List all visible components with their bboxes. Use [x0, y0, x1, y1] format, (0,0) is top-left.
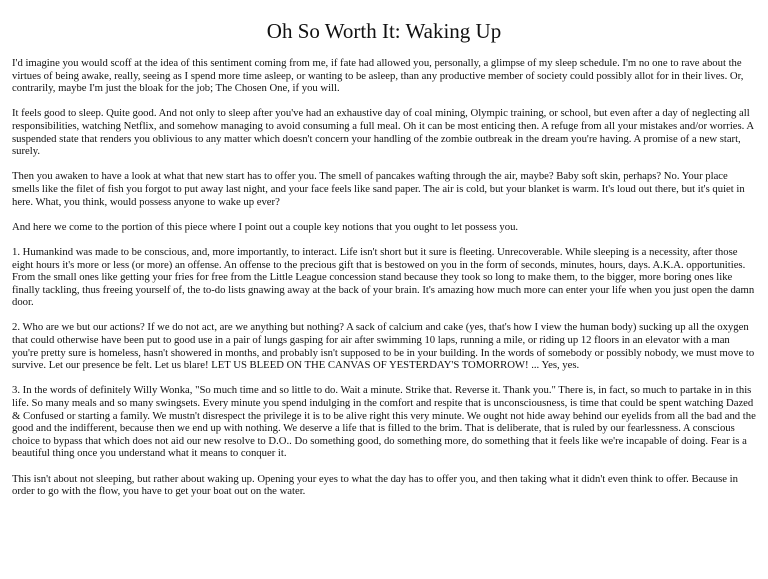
paragraph-point-2: 2. Who are we but our actions? If we do not act, are we anything but nothing? A sack of calcium and cake (yes, that's how I view the human body) sucking up all the oxygen that could otherwise have been put to good use in a pair of lungs gasping for air after swimming 10 laps, running a mile, or riding up 12 floors in an elevator with a man you're pretty sure is homeless, hasn't showered in months, and probably isn't supposed to be in your building. In the words of somebody or possibly nobody, we must move to survive. Let our presence be felt. Let us blare! LET US BLEED ON THE CANVAS OF YESTERDAY'S TOMORROW! ... Yes, yes.: [12, 321, 755, 372]
paragraph-point-3: 3. In the words of definitely Willy Wonka, "So much time and so little to do. Wait a minute. Strike that. Reverse it. Thank you." There is, in fact, so much to partake in in this life. So many meals and so many swingsets. Every minute you spend indulging in the comfort and respite that is unconsciousness, is time that could be spent watching Dazed & Confused or starting a family. We mustn't disrespect the privilege it is to be alive right this very minute. We ought not hide away behind our eyelids from all the bad and the good and the indifferent, because then we end up with nothing. We deserve a life that is filled to the brim. That is deliberate, that is ruled by our fearlessness. A conscious choice to bypass that which does not aid our new resolve to D.O.. Do something good, do something more, do something that it feels like we're incapable of doing. Fear is a beautiful thing once you understand what it means to conquer it.: [12, 384, 756, 460]
paragraph-conclusion: This isn't about not sleeping, but rather about waking up. Opening your eyes to what the day has to offer you, and then taking what it didn't even think to offer. Because in order to go with the flow, you have to get your boat out on the water.: [12, 472, 738, 498]
paragraph-awaken: Then you awaken to have a look at what that new start has to offer you. The smell of pancakes wafting through the air, maybe? Baby soft skin, perhaps? No. Your place smells like the filet of fish you forgot to put away last night, and your face feels like sand paper. The air is cold, but your blanket is warm. It's loud out there, but it's quiet in here. What, you think, would possess anyone to wake up ever?: [12, 170, 745, 208]
document-page: [0, 18, 768, 579]
paragraph-point-1: 1. Humankind was made to be conscious, and, more importantly, to interact. Life isn't short but it sure is fleeting. Unrecoverable. While sleeping is a necessity, after those eight hours it's more or less (or more) an offense. An offense to the precious gift that is bestowed on you in the form of seconds, minutes, hours, days. A.K.A. opportunities. From the small ones like getting your fries for free from the Little League concession stand because they took so long to make them, to the bigger, more boring ones like finally tackling, thus freeing yourself of, the to-do lists gnawing away at the back of your brain. It's amazing how much more can enter your life when you just open the damn door.: [12, 245, 755, 309]
article-body: [12, 57, 756, 498]
paragraph-key-notions: And here we come to the portion of this piece where I point out a couple key notions that you ought to let possess you.: [12, 220, 519, 233]
paragraph-intro: I'd imagine you would scoff at the idea of this sentiment coming from me, if fate had allowed you, personally, a glimpse of my sleep schedule. I'm no one to rave about the virtues of being awake, really, seeing as I spend more time asleep, or wanting to be asleep, than any productive member of society could possibly allot for in their lives. Or, contrarily, maybe I'm just the bloak for the job; The Chosen One, if you will.: [12, 57, 744, 95]
page-title: Oh So Worth It: Waking Up: [266, 19, 502, 43]
paragraph-sleep-feels-good: It feels good to sleep. Quite good. And not only to sleep after you've had an exhaustive day of coal mining, Olympic training, or school, but even after a day of neglecting all responsibilities, watching Netflix, and somehow managing to avoid consuming a full meal. Oh it can be most enticing then. A refuge from all your mistakes and/or worries. A suspended state that renders you oblivious to any matter which doesn't concern your handling of the zombie outbreak in the dream you're having. A promise of a new start, surely.: [12, 107, 754, 158]
